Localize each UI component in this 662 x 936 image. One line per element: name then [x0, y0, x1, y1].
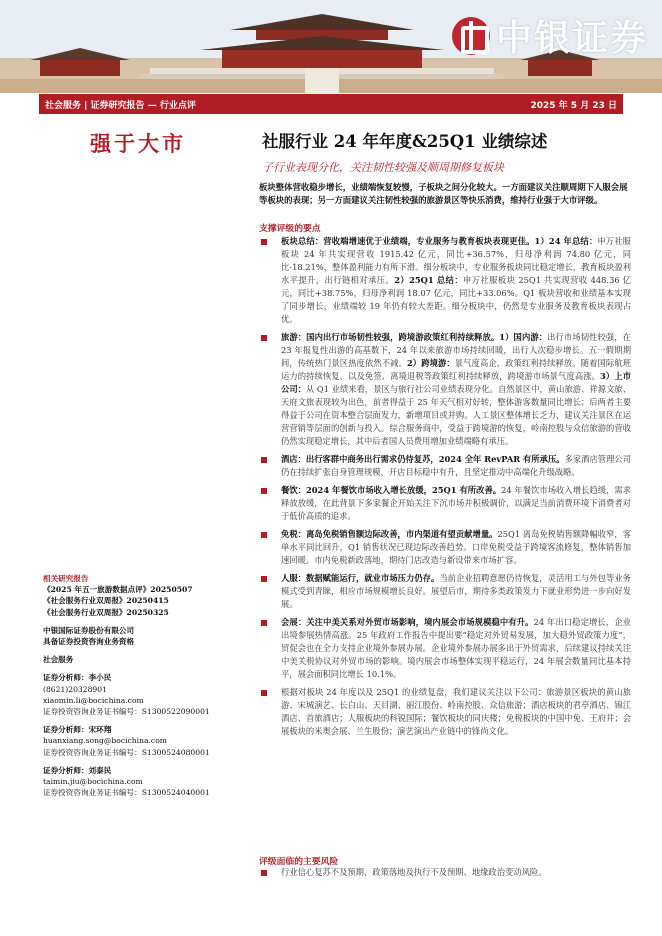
analyst-cert: 证券投资咨询业务证书编号：S1300524040001	[43, 788, 210, 798]
bullet-icon	[261, 870, 267, 876]
list-item: 行业信心复苏不及预期，政策落地及执行不及预期、地缘政治变动风险。	[259, 866, 631, 879]
analyst-name: 证券分析师：刘泰民	[43, 765, 112, 775]
analyst-email[interactable]: huanxiang.song@bocichina.com	[43, 736, 167, 746]
category-bar	[39, 94, 623, 114]
bullet-icon	[261, 457, 267, 463]
header-banner	[0, 0, 662, 93]
risk-heading: 评级面临的主要风险	[259, 857, 339, 867]
analyst-cert: 证券投资咨询业务证书编号：S1300522090001	[43, 707, 210, 717]
report-summary: 板块整体营收稳步增长，业绩端恢复较慢，子板块之间分化较大。一方面建议关注顺周期下人服会展等板块的表现；另一方面建议关注韧性较强的旅游景区等快乐消费，维持行业强于大市评级。	[259, 182, 628, 205]
bullet-icon	[261, 239, 267, 245]
list-item: 根据对板块 24 年度以及 25Q1 的业绩复盘，我们建议关注以下公司：旅游景区板块的黄山旅游、宋城演艺、长白山、天目湖、丽江股份、岭南控股、众信旅游；酒店板块的君亭酒店、锦江酒店、首旅酒店；人服板块的科锐国际；餐饮板块的同庆楼；免税板块的中国中免、王府井；会展板块的米奥会展、兰生股份；演艺演出产业链中的锋尚文化。	[259, 686, 631, 738]
support-points	[259, 235, 631, 743]
bullet-icon	[261, 335, 267, 341]
boc-logo-icon	[452, 17, 490, 55]
related-reports-heading: 相关研究报告	[43, 574, 89, 583]
support-heading: 支撑评级的要点	[259, 224, 321, 234]
company-name: 中银国际证券股份有限公司	[43, 625, 135, 635]
bullet-icon	[261, 488, 267, 494]
report-date: 2025 年 5 月 23 日	[530, 100, 617, 111]
list-item: 会展：关注中美关系对外贸市场影响，境内展会市场规模稳中有升。24 年出口稳定增长，企业出境参展热情高涨。25 年政府工作报告中提出要“稳定对外贸易发展，加大稳外贸政策力度”，贸促会也在全力支持企业境外参展办展。企业境外参展办展多出于外贸需求，后续建议持续关注中美关税协议对外贸市场的影响。境内展会市场整体实现平稳运行，24 年展会数量同比基本持平，展会面积同比增长 10.1%。	[259, 616, 631, 681]
report-title: 社服行业 24 年年度&25Q1 业绩综述	[262, 132, 548, 151]
list-item: 餐饮：2024 年餐饮市场收入增长放缓，25Q1 有所改善。24 年餐饮市场收入增长趋缓，需求释放放缓，在此背景下多家餐企开始关注下沉市场并积极调价，以满足当前消费环境下消费者对于低价高质的追求。	[259, 484, 631, 523]
bullet-icon	[261, 532, 267, 538]
analyst-phone: (8621)20328901	[43, 684, 107, 694]
sidebar-info	[43, 573, 243, 798]
risk-list	[259, 866, 631, 884]
sector-label: 社会服务	[43, 655, 74, 665]
company-qualification: 具备证券投资咨询业务资格	[43, 637, 135, 647]
report-subtitle: 子行业表现分化，关注韧性较强及顺周期修复板块	[262, 161, 504, 174]
analyst-email[interactable]: taimin.jiu@bocichina.com	[43, 777, 143, 787]
list-item: 旅游：国内出行市场韧性较强，跨境游政策红利持续释放。1）国内游：出行市场韧性较强，在 23 年报复性出游的高基数下，24 年以来旅游市场持续回暖，出行人次稳步增长。五一假期期间，传统热门景区热度依然不减。2）跨境游：景气度高企，政策红利持续释放。随着国际航班运力的持续恢复，以及免签、离境退税等政策红利持续释放，跨境游市场景气度高涨。3）上市公司：从 Q1 业绩来看，景区与旅行社公司业绩表现分化。自然景区中，黄山旅游、祥源文旅、天府文旅表现较为出色，前者得益于 25 年天气相对好转，整体游客数量同比增长；后两者主要得益于公司在资本整合层面发力，新增项目或并购。人工景区整体增长乏力，建议关注景区在运营营销等层面的创新与投入。综合服务商中，受益于跨境游的恢复，岭南控股与众信旅游的营收仍然实现稳定增长，其中后者国人员费用增加业绩端略有承压。	[259, 331, 631, 448]
related-report[interactable]: 《社会服务行业双周报》20250325	[43, 607, 169, 617]
analyst-cert: 证券投资咨询业务证书编号：S1300524080001	[43, 747, 210, 757]
related-report[interactable]: 《2025 年五一旅游数据点评》20250507	[43, 585, 193, 595]
analyst-name: 证券分析师：宋环翔	[43, 725, 112, 735]
bullet-icon	[261, 690, 267, 696]
rating-title: 强于大市	[90, 132, 186, 156]
brand-logo	[452, 10, 648, 61]
list-item: 人服：数据赋能运行，就业市场压力仍存。当前企业招聘意愿仍待恢复，灵活用工与外包等业务模式受到青睐，相应市场规模增长良好。展望后市，期待多类政策发力下就业形势进一步向好发展。	[259, 572, 631, 611]
list-item: 酒店：出行客群中商务出行需求仍待复苏，2024 全年 RevPAR 有所承压。多家酒店管理公司仍在持续扩张自身管理规模，开店目标稳中有升，且坚定推动中高端化升级战略。	[259, 453, 631, 479]
list-item: 板块总结：营收端增速优于业绩端，专业服务与教育板块表现更佳。1）24 年总结：申万社服板块 24 年共实现营收 1915.42 亿元，同比+36.57%，归母净利润 74.80 亿元，同比-18.21%，整体盈利能力有所下滑。细分板块中，专业服务板块同比稳定增长，教育板块盈利水平提升，出行链相对承压。2）25Q1 总结：申万社服板块 25Q1 共实现营收 448.36 亿元，同比+38.75%，归母净利润 18.07 亿元，同比+33.06%。Q1 板块营收和业绩基本实现了同步增长，业绩端较 19 年仍有较大差距。细分板块中，仍然是专业服务及教育板块表现占优。	[259, 235, 631, 326]
analyst-name: 证券分析师：李小民	[43, 673, 112, 683]
report-category: 社会服务 | 证券研究报告 — 行业点评	[45, 100, 196, 111]
bullet-icon	[261, 620, 267, 626]
bullet-icon	[261, 576, 267, 582]
brand-name: 中银证券	[495, 18, 648, 59]
analyst-email[interactable]: xiaomin.li@bocichina.com	[43, 695, 144, 705]
list-item: 免税：离岛免税销售额边际改善，市内渠道有望贡献增量。25Q1 离岛免税销售额降幅收窄，客单水平同比回升，Q1 销售状况已现边际改善趋势。口岸免税受益于跨境客流修复，整体销售加速回暖。市内免税新政落地，期待门店改造与新设带来市场扩容。	[259, 528, 631, 567]
related-report[interactable]: 《社会服务行业双周报》20250415	[43, 596, 169, 606]
